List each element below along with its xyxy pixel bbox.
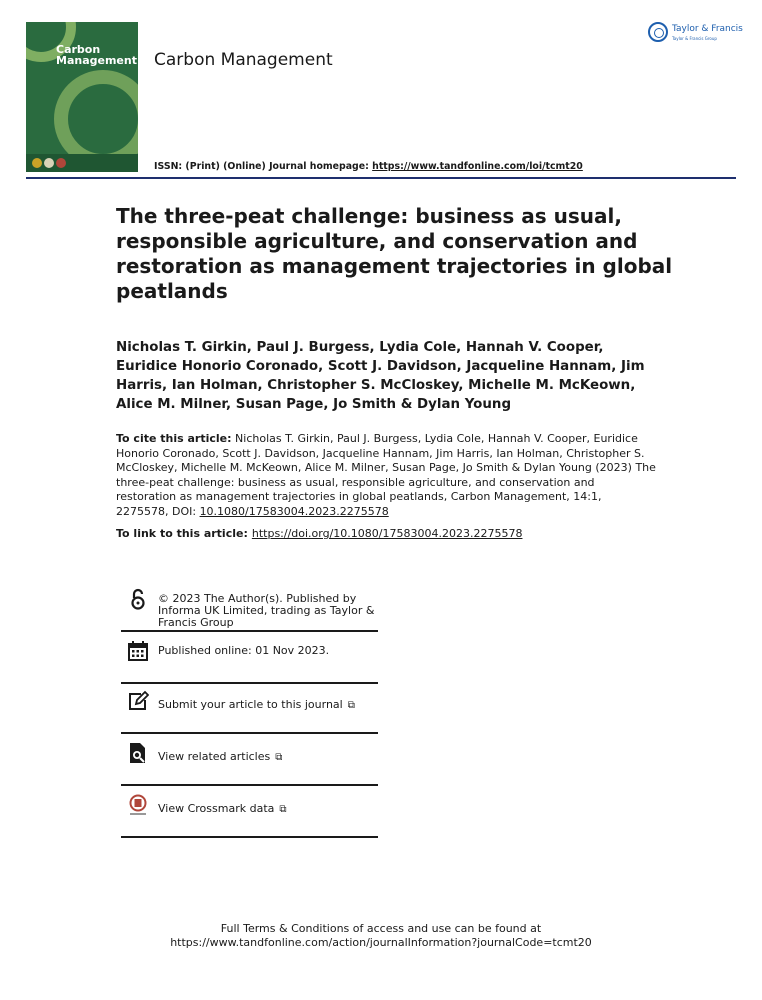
info-divider [121,732,378,734]
journal-name: Carbon Management [154,50,333,70]
terms-footer [0,922,762,950]
issn-line [154,161,583,172]
crossmark-block[interactable] [121,794,378,838]
terms-line: Full Terms & Conditions of access and use can be found at [220,922,542,935]
external-link-icon: ⧉ [279,804,287,815]
submit-text[interactable]: Submit your article to this journal [158,698,343,711]
publisher-logo [648,22,743,46]
related-block[interactable] [121,742,378,786]
crossmark-icon [127,794,149,816]
publisher-name: Taylor & Francis [672,24,743,34]
info-divider [121,682,378,684]
header-divider [26,177,736,179]
doi-link[interactable]: 10.1080/17583004.2023.2275578 [199,504,389,518]
link-label: To link to this article: [116,527,248,540]
cover-footer-bar [26,154,138,172]
article-doi-url[interactable]: https://doi.org/10.1080/17583004.2023.2275578 [251,527,523,540]
cover-dot [44,158,54,168]
journal-cover [26,22,138,172]
publisher-sub: Taylor & Francis Group [672,36,717,41]
related-text[interactable]: View related articles [158,750,271,763]
cover-title: Carbon Management [56,43,137,67]
edit-icon [127,690,149,712]
external-link-icon: ⧉ [347,700,355,711]
info-divider [121,630,378,632]
issn-text: ISSN: (Print) (Online) Journal homepage: [154,161,373,172]
cover-dot [32,158,42,168]
article-link-line [116,527,522,540]
external-link-icon: ⧉ [275,752,283,763]
document-search-icon [127,742,149,764]
citation-text: Nicholas T. Girkin, Paul J. Burgess, Lydia Cole, Hannah V. Cooper, Euridice Honorio Coronado, Scott J. Davidson, Jacqueline Hannam, Jim Harris, Ian Holman, Christopher S. McCloskey, Michelle M. McKeown, Alice M. Milner, Susan Page, Jo Smith & Dylan Young (2023) The three-peat challenge: business as usual, responsible agriculture, and conservation and restoration as management trajectories in global peatlands, Carbon Management, 14:1, 2275578, DOI: [116,432,656,518]
published-date-text: Published online: 01 Nov 2023. [158,644,330,657]
citation-block [116,432,656,519]
calendar-icon [127,640,149,662]
open-access-block [121,588,378,632]
cover-dot [56,158,66,168]
article-authors: Nicholas T. Girkin, Paul J. Burgess, Lydia Cole, Hannah V. Cooper, Euridice Honorio Coronado, Scott J. Davidson, Jacqueline Hannam, Jim Harris, Ian Holman, Christopher S. McCloskey, Michelle M. McKeown, Alice M. Milner, Susan Page, Jo Smith & Dylan Young [116,340,645,412]
info-divider [121,784,378,786]
publisher-logo-icon [648,22,668,42]
terms-url[interactable]: https://www.tandfonline.com/action/journalInformation?journalCode=tcmt20 [170,936,592,949]
info-divider [121,836,378,838]
published-block [121,640,378,684]
related-link[interactable] [158,751,380,764]
submit-link[interactable] [158,699,380,712]
open-access-text: © 2023 The Author(s). Published by Informa UK Limited, trading as Taylor & Francis Group [158,592,375,629]
crossmark-text[interactable]: View Crossmark data [158,802,275,815]
article-title: The three-peat challenge: business as usual, responsible agriculture, and conservation and restoration as management trajectories in global peatlands [116,204,673,303]
citation-label: To cite this article: [116,432,232,445]
journal-homepage-link[interactable]: https://www.tandfonline.com/loi/tcmt20 [372,161,583,172]
crossmark-link[interactable] [158,803,380,816]
open-lock-icon [127,588,149,610]
submit-block[interactable] [121,690,378,734]
